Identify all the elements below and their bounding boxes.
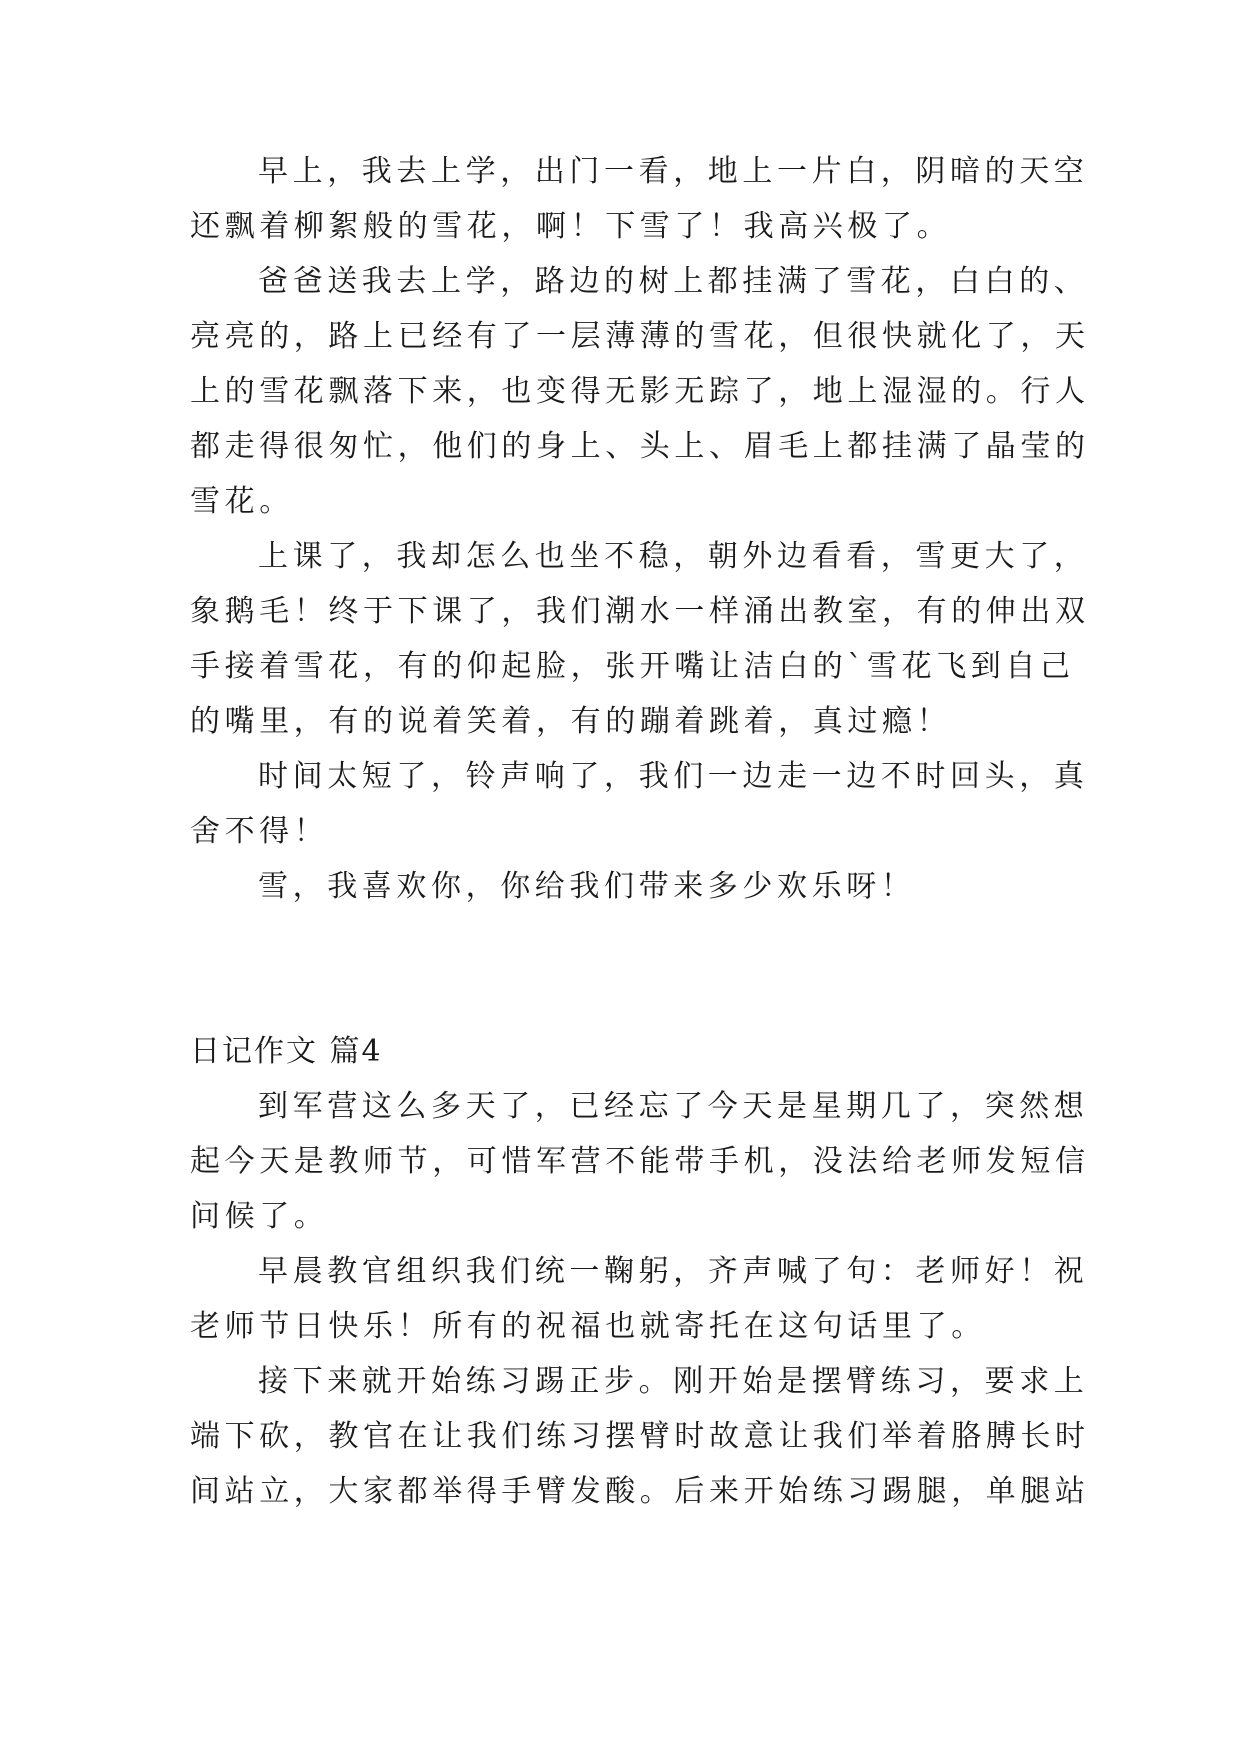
text-line: 上的雪花飘落下来，也变得无影无踪了，地上湿湿的。行人 [190, 374, 1090, 409]
text-line: 老师节日快乐！所有的祝福也就寄托在这句话里了。 [190, 1309, 986, 1344]
text-line: 端下砍，教官在让我们练习摆臂时故意让我们举着胳膊长时 [190, 1419, 1090, 1454]
text-line: 问候了。 [190, 1199, 329, 1234]
text-line: 雪，我喜欢你，你给我们带来多少欢乐呀！ [258, 869, 916, 904]
text-line: 上课了，我却怎么也坐不稳，朝外边看看，雪更大了， [258, 539, 1089, 574]
text-line: 接下来就开始练习踢正步。刚开始是摆臂练习，要求上 [258, 1364, 1089, 1399]
text-line: 早上，我去上学，出门一看，地上一片白，阴暗的天空 [258, 154, 1089, 189]
text-line: 到军营这么多天了，已经忘了今天是星期几了，突然想 [258, 1089, 1089, 1124]
section-heading: 日记作文 篇4 [190, 1034, 383, 1069]
text-line: 的嘴里，有的说着笑着，有的蹦着跳着，真过瘾！ [190, 704, 952, 739]
text-line: 都走得很匆忙，他们的身上、头上、眉毛上都挂满了晶莹的 [190, 429, 1090, 464]
text-line: 起今天是教师节，可惜军营不能带手机，没法给老师发短信 [190, 1144, 1090, 1179]
text-line: 间站立，大家都举得手臂发酸。后来开始练习踢腿，单腿站 [190, 1474, 1090, 1509]
text-line: 时间太短了，铃声响了，我们一边走一边不时回头，真 [258, 759, 1089, 794]
text-line: 早晨教官组织我们统一鞠躬，齐声喊了句：老师好！祝 [258, 1254, 1089, 1289]
text-line: 象鹅毛！终于下课了，我们潮水一样涌出教室，有的伸出双 [190, 594, 1090, 629]
text-line: 手接着雪花，有的仰起脸，张开嘴让洁白的`雪花飞到自己 [190, 649, 1075, 684]
text-line: 亮亮的，路上已经有了一层薄薄的雪花，但很快就化了，天 [190, 319, 1090, 354]
text-line: 舍不得！ [190, 814, 329, 849]
text-line: 爸爸送我去上学，路边的树上都挂满了雪花，白白的、 [258, 264, 1089, 299]
text-line: 雪花。 [190, 484, 294, 519]
text-line: 还飘着柳絮般的雪花，啊！下雪了！我高兴极了。 [190, 209, 952, 244]
